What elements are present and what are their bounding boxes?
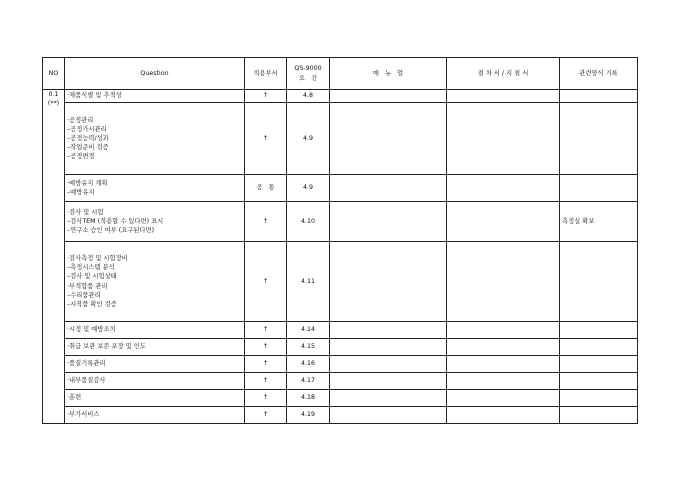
table-row [43,339,638,356]
header-qs-line2: 요 건 [298,74,318,82]
header-question: Question [65,58,245,90]
question-line: ·부적합품 관리 [67,282,108,290]
manual-cell [330,202,447,242]
table-row [43,90,638,103]
qs-clause-cell: 4.9 [287,175,330,202]
table-row [43,322,638,339]
dept-cell: ↑ [245,90,287,103]
question-line: ·품질기록관리 [67,360,106,368]
procedure-cell [447,407,560,424]
procedure-cell [447,322,560,339]
question-line: –측정시스템 분석 [67,264,115,272]
form-record-cell [560,407,638,424]
qs-clause-cell: 4.19 [287,407,330,424]
qs-clause-cell: 4.18 [287,390,330,407]
form-record-cell [560,90,638,103]
no-cell-line1: 0.1 [48,91,59,98]
header-row [43,58,638,90]
procedure-cell [447,390,560,407]
question-line: ·시정 및 예방조치 [67,326,116,334]
manual-cell [330,242,447,322]
procedure-cell [447,242,560,322]
question-line: –공정변경 [67,153,95,161]
no-cell-line2: (**) [47,100,60,108]
dept-cell: ↑ [245,103,287,175]
header-procedure: 절 차 서 / 지 침 서 [447,58,560,90]
question-line: –수리품관리 [67,291,101,299]
form-record-cell [560,242,638,322]
manual-cell [330,373,447,390]
table-row [43,356,638,373]
qs-clause-cell: 4.10 [287,202,330,242]
question-cell [65,175,245,202]
qs-clause-cell: 4.14 [287,322,330,339]
header-manual: 매 뉴 얼 [330,58,447,90]
dept-cell: ↑ [245,339,287,356]
question-cell [65,390,245,407]
qs-clause-cell: 4.15 [287,339,330,356]
procedure-cell [447,202,560,242]
table-row [43,407,638,424]
form-record-cell [560,339,638,356]
question-line: –검사 및 시험상태 [67,273,117,281]
manual-cell [330,407,447,424]
table-row [43,202,638,242]
header-qs-line1: QS-9000 [294,65,322,73]
header-form: 관련양식 기록 [560,58,638,90]
procedure-cell [447,175,560,202]
form-record-cell [560,175,638,202]
manual-cell [330,339,447,356]
procedure-cell [447,339,560,356]
question-line: ·검사측정 및 시험장비 [67,255,128,263]
question-line: –공정가시관리 [67,125,107,133]
manual-cell [330,90,447,103]
header-no: NO [43,58,65,90]
question-line: –예방유지 [67,189,95,196]
question-line: ·예방유지 계획 [67,179,108,187]
audit-checklist-table [42,57,638,424]
qs-clause-cell: 4.8 [287,90,330,103]
question-line: ·공정관리 [67,116,94,124]
table-row [43,390,638,407]
question-cell [65,356,245,373]
question-line: –시작품 확인 검증 [67,300,117,308]
question-cell [65,373,245,390]
question-line: ·훈련 [67,394,82,402]
manual-cell [330,175,447,202]
manual-cell [330,103,447,175]
header-qs9000 [287,58,330,90]
dept-cell: ↑ [245,322,287,339]
question-line: –검사TEM (적용할 수 있다면) 표시 [67,217,164,225]
question-line: ·취급 보관 보존 포장 및 인도 [67,343,146,351]
question-cell [65,339,245,356]
question-line: ·내부품질감사 [67,377,106,385]
dept-cell: ↑ [245,373,287,390]
question-cell [65,103,245,175]
dept-cell: ↑ [245,407,287,424]
question-line: –공정능력/성과 [67,134,109,142]
qs-clause-cell: 4.17 [287,373,330,390]
question-line: ·제품식별 및 추적성 [67,92,122,100]
question-cell [65,90,245,103]
no-cell [43,90,65,424]
procedure-cell [447,356,560,373]
dept-cell: ↑ [245,390,287,407]
dept-cell: ↑ [245,242,287,322]
table-row [43,373,638,390]
table-row [43,175,638,202]
procedure-cell [447,103,560,175]
procedure-cell [447,90,560,103]
qs-clause-cell: 4.11 [287,242,330,322]
table-row [43,103,638,175]
dept-cell: ↑ [245,202,287,242]
question-cell [65,407,245,424]
question-cell [65,322,245,339]
dept-cell: ↑ [245,356,287,373]
question-cell [65,202,245,242]
form-record-cell [560,322,638,339]
form-record-cell [560,356,638,373]
manual-cell [330,390,447,407]
form-record-cell [560,103,638,175]
question-line: ·검사 및 시험 [67,208,104,216]
manual-cell [330,322,447,339]
table-row [43,242,638,322]
question-cell [65,242,245,322]
form-record-cell [560,390,638,407]
question-line: –작업준비 검증 [67,144,109,152]
form-record-cell [560,373,638,390]
qs-clause-cell: 4.9 [287,103,330,175]
qs-clause-cell: 4.16 [287,356,330,373]
manual-cell [330,356,447,373]
form-record-cell: 측정실 확보 [560,202,638,242]
question-line: ·부가서비스 [67,411,100,419]
dept-cell: 공 통 [245,175,287,202]
header-dept: 적용부서 [245,58,287,90]
question-line: –연구소 승인 여부 (요구된다면) [67,227,155,235]
procedure-cell [447,373,560,390]
